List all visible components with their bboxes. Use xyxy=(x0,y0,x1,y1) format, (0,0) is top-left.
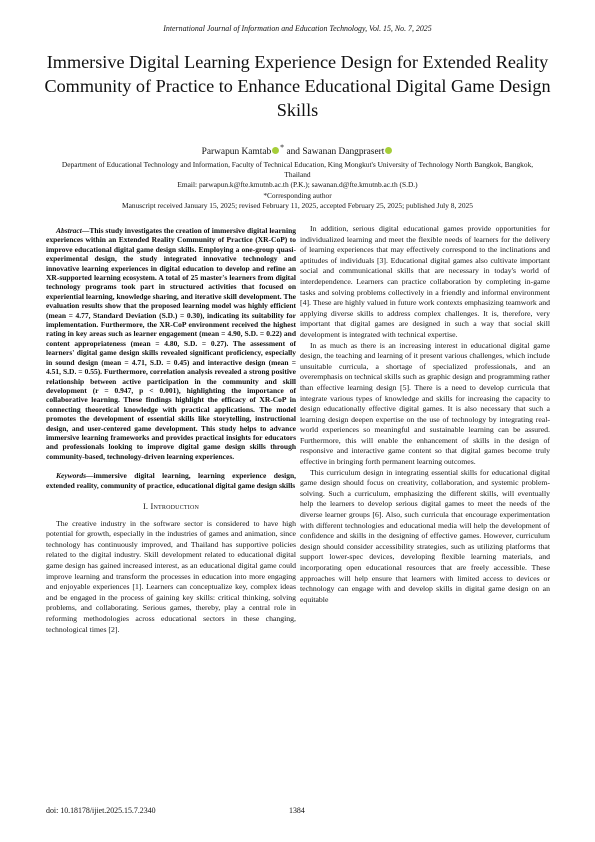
page-number: 1384 xyxy=(289,806,305,815)
author-line xyxy=(0,143,595,157)
affiliation-block xyxy=(50,160,545,211)
corresponding-mark: * xyxy=(280,143,285,152)
affiliation: Department of Educational Technology and Information, Faculty of Technical Education, King Mongkut's University of Technology North Bangkok, Bangkok, Thailand xyxy=(61,160,534,180)
section-numeral: I. xyxy=(142,501,149,511)
left-column xyxy=(46,226,296,635)
keywords-text: immersive digital learning, learning experience design, extended reality, community of practice, educational digital game design skills xyxy=(46,471,296,490)
section-title: Introduction xyxy=(150,501,200,511)
body-paragraph: The creative industry in the software sector is considered to have high potential for growth, especially in the industries of games and animation, since technology has continuously improved, and Thailand has supportive policies related to the digital industry. Skill development related to educational digital game design has gained increased interest, as an educational digital game could improve learning and transform the processes in education into more engaging and enjoyable experiences [1]. Learners can conceptualize key, complex ideas and be engaged in the process of gaining key skills: critical thinking, solving problems, and collaborating. Serious games, thereby, play a central role in reforming methodologies across educational sectors in these changing, technological times [2]. xyxy=(46,518,296,634)
manuscript-dates: Manuscript received January 15, 2025; revised February 11, 2025, accepted February 25, 2025; published July 8, 2025 xyxy=(122,200,473,210)
orcid-icon[interactable] xyxy=(272,147,279,154)
keywords-label: Keywords— xyxy=(56,471,94,481)
email-line: Email: parwapun.k@fte.kmutnb.ac.th (P.K.); sawanan.d@fte.kmutnb.ac.th (S.D.) xyxy=(177,180,418,190)
right-column xyxy=(300,224,550,605)
body-paragraph: In addition, serious digital educational games provide opportunities for individualized learning and meet the flexible needs of learners for the delivery of learning experiences that may effectively correspond to the inclinations and aptitudes of individuals [3]. Educational digital games also cultivate important social and communicational skills that are necessary in today's world of interdependence. Learners can practice collaboration by completing in-game tasks and solving problems collectively in a friendly and informal environment [4]. These are highly valued in future work contexts emphasizing teamwork and applying diverse skills to address complex challenges. It is, therefore, very important that digital games are designed in such a way that social skill development is integrated with technical expertise. xyxy=(300,224,550,339)
author-name: Parwapun Kamtab xyxy=(201,147,272,158)
section-heading xyxy=(46,502,296,513)
journal-header: International Journal of Information and Education Technology, Vol. 15, No. 7, 2025 xyxy=(163,24,432,33)
author-separator: and xyxy=(284,147,303,158)
body-paragraph: In as much as there is an increasing interest in educational digital game design, the teaching and learning of it present various challenges, which include unsuitable curricula, a shortage of specialized professionals, and an overemphasis on technical skills such as graphic design and programming rather than effective learning design [5]. There is a need to develop curricula that integrate various types of knowledge and skills for increasing the capacity to design educationally effective digital games. It is also necessary that such a learning design deepen expertise on the use of technology by integrating real-world experiences so meaningful and sustainable learning can be assured. Furthermore, this will enable the enhancement of skills in the design of responsive and interactive game content so that digital games become truly effective in bringing forth permanent learning outcomes. xyxy=(300,340,550,467)
body-paragraph: This curriculum design in integrating essential skills for educational digital game design should focus on creativity, collaboration, and systemic problem-solving. Such a curriculum, emphasizing the different skills, will eventually help the learners to develop serious digital games to meet the needs of the diverse learner groups [6]. Also, such curricula that encourage experimentation with different technologies and educational media will help the development of confidence and skills in the designing of effective games. However, curriculum design should consider accessibility strategies, such as utilizing platforms that support lower-spec devices, developing flexible learning materials, and incorporating open educational resources that are freely accessible. These approaches will help ensure that learners with limited access to devices or technology can engage with and develop skills in digital game design on an equitable xyxy=(300,467,550,604)
doi-link[interactable]: doi: 10.18178/ijiet.2025.15.7.2340 xyxy=(46,806,156,815)
abstract xyxy=(46,226,296,461)
abstract-label: Abstract— xyxy=(56,226,90,235)
paper-title: Immersive Digital Learning Experience Design for Extended Reality Community of Practice to Enhance Educational Digital Game Design Skills xyxy=(44,52,551,120)
abstract-text: This study investigates the creation of immersive digital learning experiences within an Extended Reality Community of Practice (XR-CoP) to improve educational digital game design skills. Employing a one-group quasi-experimental design, the study integrated innovative technology and innovative learning experiences in digital education to develop and refine an XR-supported learning ecosystem. A total of 25 master's learners from digital technology programs took part in structured activities that focused on experiential learning, knowledge sharing, and iterative skill development. The evaluation results show that the proposed learning model was highly efficient (mean = 4.77, Standard Deviation (S.D.) = 0.30), indicating its suitability for implementation. Furthermore, the XR-CoP environment received the highest rating in key areas such as learner engagement (mean = 4.90, S.D. = 0.22) and content appropriateness (mean = 4.80, S.D. = 0.27). The assessment of learners' digital game design skills revealed significant proficiency, especially in sound design (mean = 4.71, S.D. = 0.45) and interactive design (mean = 4.51, S.D. = 0.55). Furthermore, correlation analysis revealed a strong positive relationship between active participation in the community and skill development (r = 0.947, p < 0.001), highlighting the importance of collaborative learning. These findings highlight the efficacy of XR-CoP in connecting theoretical knowledge with practical applications. The model promotes the development of essential skills like storytelling, instructional design, and user-centered game development. This study helps to advance immersive learning frameworks and provides practical insights for educators and professionals looking to improve digital game design skills through community-based, technology-driven learning experiences. xyxy=(46,226,296,461)
corresponding-note: *Corresponding author xyxy=(263,190,332,200)
author-name: Sawanan Dangprasert xyxy=(302,147,385,158)
orcid-icon[interactable] xyxy=(385,147,392,154)
keywords xyxy=(46,471,296,490)
